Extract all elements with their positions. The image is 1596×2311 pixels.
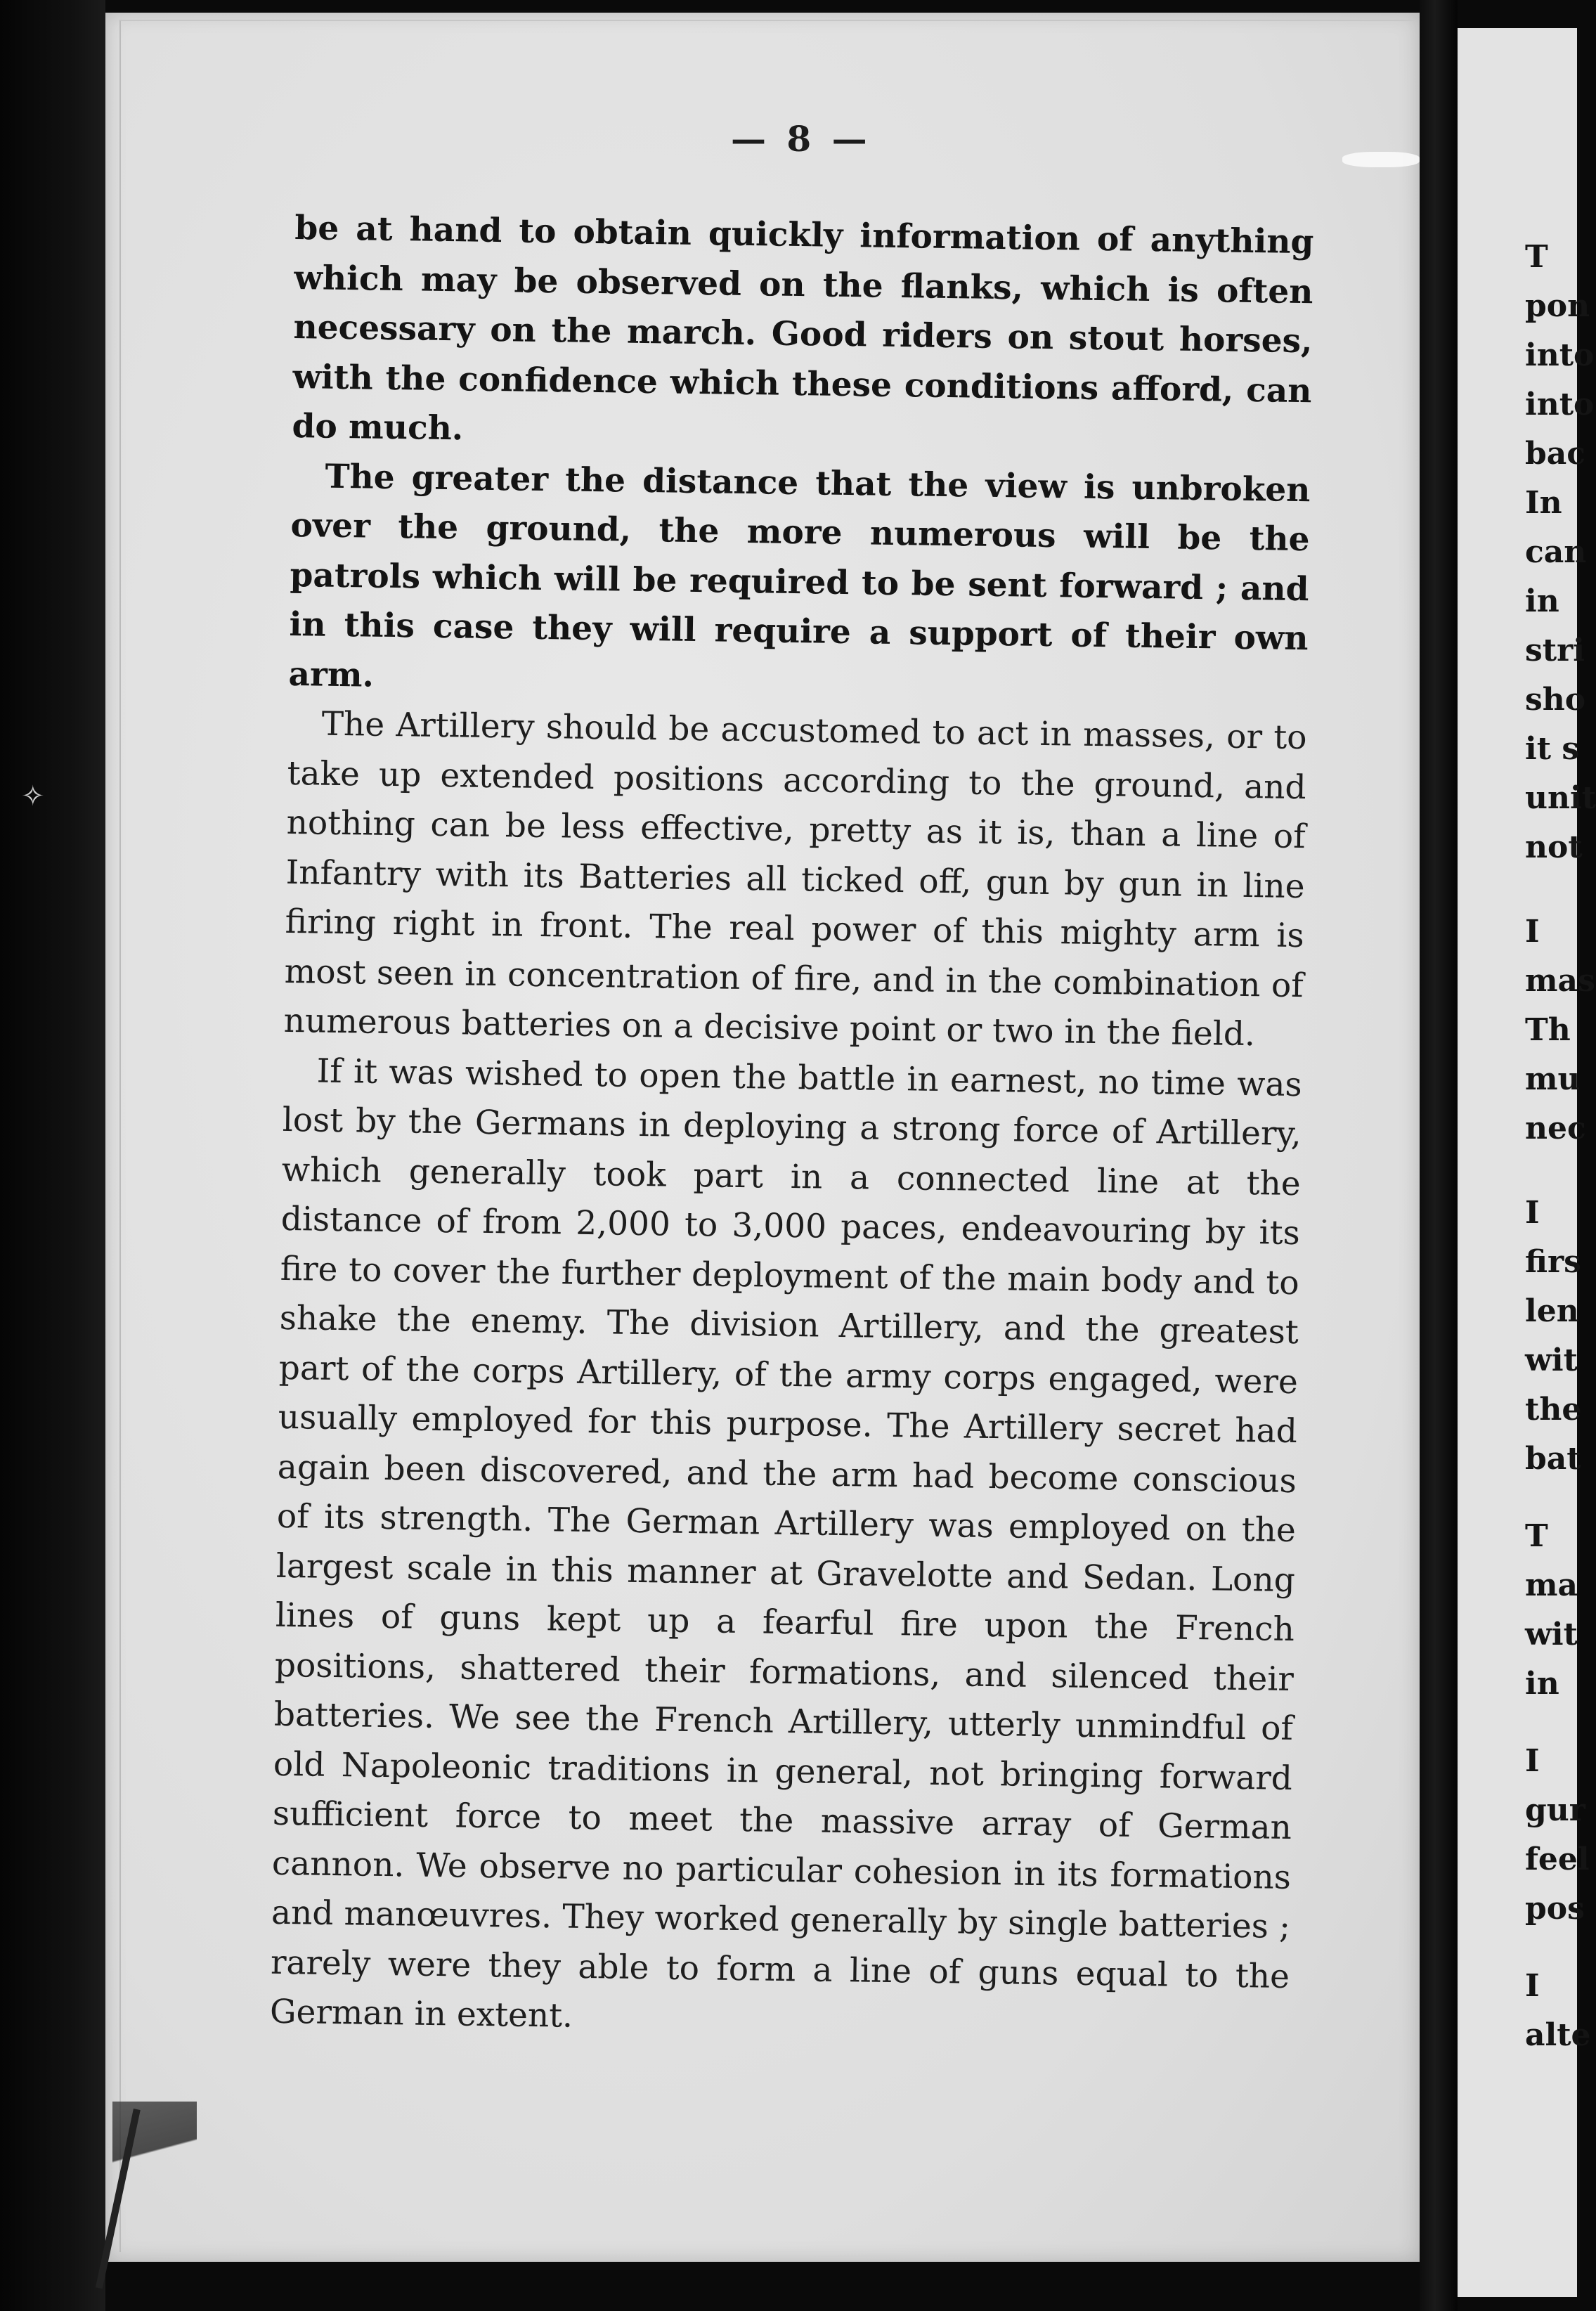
adjacent-page-fragment: into — [1525, 387, 1595, 422]
paragraph-1: be at hand to obtain quickly information of anything which may be observed on the flanks, which is often necessary on the march. Good riders on stout horses, with the confidence which these conditions afford, can do much. — [292, 208, 1314, 448]
page-crease — [112, 2102, 197, 2277]
adjacent-page-fragment: wit — [1525, 1617, 1578, 1652]
adjacent-page-fragment: can — [1525, 534, 1587, 570]
adjacent-page-fragment: I — [1525, 1743, 1540, 1779]
adjacent-page-fragment: T — [1525, 239, 1548, 275]
paragraph-3: The Artillery should be accustomed to act in masses, or to take up extended positions according to the ground, and nothing can be less effective, pretty as it is, than a line of Infantry with its Batteries all ticked off, gun by gun in line firing right in front. The real power of this mighty arm is most seen in concentration of fire, and in the combination of numerous batteries on a decisive point or two in the field. — [283, 704, 1307, 1054]
adjacent-page — [1458, 28, 1596, 2297]
adjacent-page-fragment: mas — [1525, 963, 1595, 999]
adjacent-page-fragment: in — [1525, 583, 1559, 619]
book-spine — [1420, 0, 1458, 2311]
adjacent-page-fragment: it s — [1525, 731, 1580, 767]
adjacent-page-fragment: I — [1525, 1968, 1540, 2004]
adjacent-page-fragment: stri — [1525, 633, 1585, 668]
adjacent-page-fragment: I — [1525, 1195, 1540, 1231]
adjacent-page-fragment: len — [1525, 1293, 1579, 1329]
adjacent-page-fragment: nec — [1525, 1111, 1586, 1146]
adjacent-page-fragment: firs — [1525, 1244, 1581, 1280]
adjacent-page-fragment: alte — [1525, 2017, 1591, 2053]
adjacent-page-fragment: mu — [1525, 1061, 1581, 1097]
paragraph-4: If it was wished to open the battle in earnest, no time was lost by the Germans in deploying a strong force of Artillery, which generally took part in a connected line at the distance of from 2,000 to 3,000 paces, endeavouring by its fire to cover the further deployment of the main body and to shake the enemy. The division Artillery, and the greatest part of the corps Artillery, of the army corps engaged, were usually employed for this purpose. The Artillery secret had again been discovered, and the arm had become conscious of its strength. The German Artillery was employed on the largest scale in this manner at Gravelotte and Sedan. Long lines of guns kept up a fearful fire upon the French positions, shattered their formations, and silenced their batteries. We see the French Artillery, utterly unmindful of old Napoleonic traditions in general, not bringing forward sufficient force to meet the massive array of German cannon. We observe no particular cohesion in its formations and manœuvres. They worked generally by single batteries ; rarely were they able to form a line of guns equal to the German in extent. — [269, 1051, 1303, 2035]
body-text — [270, 204, 1314, 2051]
adjacent-page-fragment: unit — [1525, 780, 1596, 816]
adjacent-page-fragment: gur — [1525, 1792, 1585, 1828]
adjacent-page-fragment: pon — [1525, 288, 1590, 324]
ink-smudge — [1342, 152, 1420, 167]
margin-mark-icon: ✧ — [21, 780, 45, 813]
adjacent-page-fragment: the — [1525, 1392, 1582, 1428]
left-scan-margin — [0, 0, 105, 2311]
adjacent-page-fragment: not — [1525, 829, 1583, 865]
adjacent-page-fragment: Th — [1525, 1012, 1571, 1048]
adjacent-page-fragment: feel — [1525, 1841, 1590, 1877]
adjacent-page-fragment: ma — [1525, 1567, 1578, 1603]
adjacent-page-fragment: T — [1525, 1518, 1548, 1554]
adjacent-page-fragment: bat — [1525, 1441, 1581, 1477]
adjacent-page-fragment: I — [1525, 914, 1540, 950]
adjacent-page-fragment: bac — [1525, 436, 1586, 472]
adjacent-page-fragment: In — [1525, 485, 1562, 521]
adjacent-page-fragment: wit — [1525, 1342, 1578, 1378]
adjacent-page-fragment: pos — [1525, 1891, 1585, 1927]
paragraph-2: The greater the distance that the view is unbroken over the ground, the more numerous will be the patrols which will be required to be sent forward ; and in this case they will require a support of their own arm. — [288, 457, 1311, 695]
adjacent-page-fragment: in — [1525, 1666, 1559, 1702]
adjacent-page-fragment: sho — [1525, 682, 1586, 718]
adjacent-page-fragment: into — [1525, 337, 1595, 373]
page-number: — 8 — — [731, 118, 871, 160]
